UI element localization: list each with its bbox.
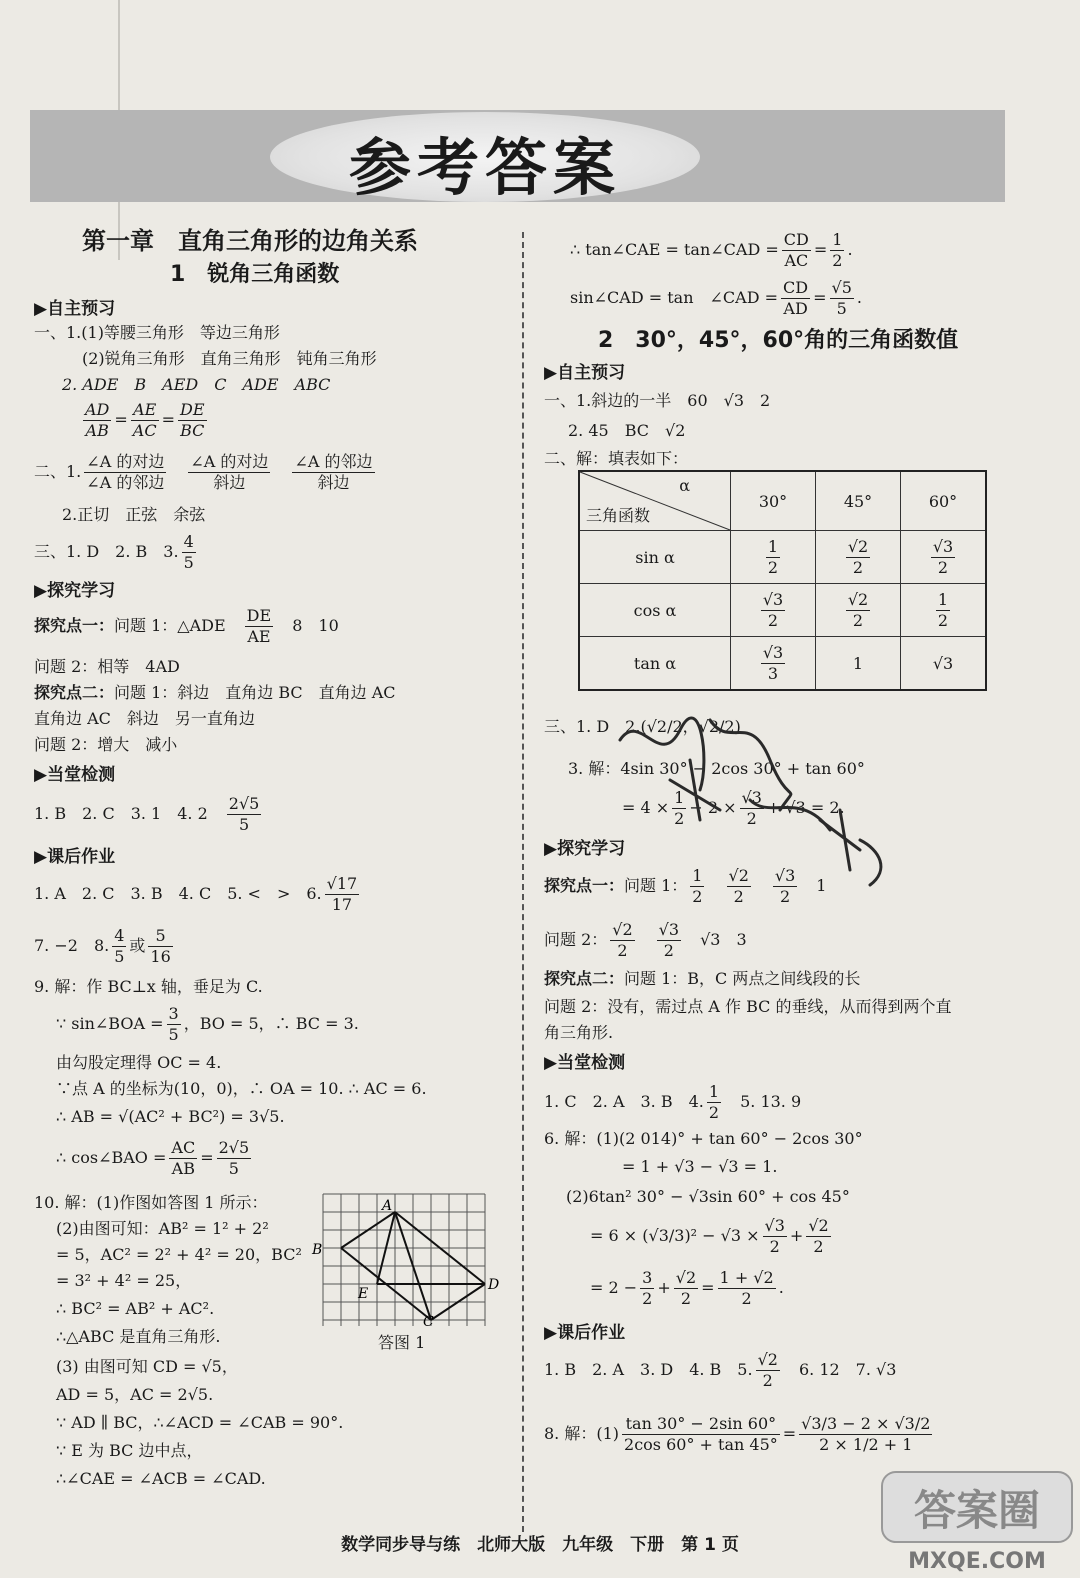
answer-line: ∴ tan∠CAE = tan∠CAD = $\frac{CD}{AC}$ = $\frac{1}{2}$ . xyxy=(570,230,853,270)
answer-line: (3) 由图可知 CD = √5， xyxy=(56,1357,238,1376)
watermark-url: MXQE.COM xyxy=(908,1549,1046,1574)
answer-line: 三、1. D 2.(√2/2，√2/2) xyxy=(544,717,741,736)
answer-line: 9. 解：作 BC⊥x 轴，垂足为 C. xyxy=(34,977,263,996)
answer-line: 10. 解：(1)作图如答图 1 所示： xyxy=(34,1193,268,1212)
answer-line: (2)由图可知：AB² = 1² + 2² xyxy=(56,1219,269,1238)
watermark-logo xyxy=(880,1470,1075,1575)
answer-line: 2. ADE B AED C ADE ABC xyxy=(62,375,331,394)
answer-line: = 3² + 4² = 25， xyxy=(56,1271,192,1290)
answer-line: ∴ AB = √(AC² + BC²) = 3√5. xyxy=(56,1107,285,1126)
answer-line: = 5，AC² = 2² + 4² = 20，BC² xyxy=(56,1245,302,1264)
answer-line: ∵ AD ∥ BC，∴∠ACD = ∠CAB = 90°. xyxy=(56,1413,344,1432)
lesson-title: 1 锐角三角函数 xyxy=(170,262,340,287)
answer-line: = 1 + √3 − √3 = 1. xyxy=(622,1157,778,1176)
answer-line: ∴ BC² = AB² + AC². xyxy=(56,1299,215,1318)
alpha-label: α xyxy=(679,476,690,495)
page-title: 参考答案 xyxy=(348,131,621,204)
row-label: tan α xyxy=(579,637,731,691)
table-row: sin α $\frac{1}{2}$ $\frac{√2}{2}$ $\frac{√3}{2}$ xyxy=(579,531,986,584)
answer-line: 1. B 2. C 3. 1 4. 2 $\frac{2√5}{5}$ xyxy=(34,794,260,834)
trig-table xyxy=(578,470,987,691)
answer-line: 3. 解：4sin 30° − 2cos 30° + tan 60° xyxy=(568,759,865,778)
func-label: 三角函数 xyxy=(586,506,651,525)
answer-line: = 2 − $\frac{3}{2}$ + $\frac{√2}{2}$ = $\frac{1 + √2}{2}$ . xyxy=(590,1268,784,1308)
answer-line: ∵ E 为 BC 边中点， xyxy=(56,1441,203,1460)
answer-line: 由勾股定理得 OC = 4. xyxy=(56,1053,222,1072)
answer-line: AD = 5，AC = 2√5. xyxy=(56,1385,214,1404)
answer-line: = 6 × (√3/3)² − √3 × $\frac{√3}{2}$ + $\frac{√2}{2}$ xyxy=(590,1216,829,1256)
lesson-title: 2 30°，45°，60°角的三角函数值 xyxy=(598,328,959,353)
section-heading: ▶探究学习 xyxy=(544,839,626,859)
answer-line: 问题 2：相等 4AD xyxy=(34,657,180,676)
answer-line: (2)锐角三角形 直角三角形 钝角三角形 xyxy=(82,349,377,368)
answer-line: sin∠CAD = tan ∠CAD = $\frac{CD}{AD}$ = $\frac{√5}{5}$ . xyxy=(570,278,862,318)
table-cell: √3 xyxy=(901,637,987,691)
answer-line: ∵点 A 的坐标为(10，0)，∴ OA = 10. ∴ AC = 6. xyxy=(56,1079,427,1098)
row-label: sin α xyxy=(579,531,731,584)
section-heading: ▶当堂检测 xyxy=(544,1053,626,1073)
answer-line: ∴ cos∠BAO = $\frac{AC}{AB}$ = $\frac{2√5}{5}$ xyxy=(56,1138,250,1178)
table-header-cell xyxy=(580,472,730,530)
table-cell: 1 xyxy=(816,637,901,691)
answer-line: 直角边 AC 斜边 另一直角边 xyxy=(34,709,255,728)
answer-line: 探究点一：问题 1： $\frac{1}{2}$ $\frac{√2}{2}$ $\frac{√3}{2}$ 1 xyxy=(544,866,827,906)
answer-line: 三、1. D 2. B 3. $\frac{4}{5}$ xyxy=(34,532,194,572)
answer-line: 1. B 2. A 3. D 4. B 5. $\frac{√2}{2}$ 6. 12 7. √3 xyxy=(544,1350,897,1390)
page-footer: 数学同步导与练 北师大版 九年级 下册 第 1 页 xyxy=(341,1535,739,1555)
fraction-chain: $\frac{AD}{AB}$ = $\frac{AE}{AC}$ = $\frac{DE}{BC}$ xyxy=(85,400,205,440)
answer-line: 二、解：填表如下： xyxy=(544,449,689,468)
table-row: cos α $\frac{√3}{2}$ $\frac{√2}{2}$ $\frac{1}{2}$ xyxy=(579,584,986,637)
answer-line: 探究点一：问题 1：△ADE $\frac{DE}{AE}$ 8 10 xyxy=(34,606,339,646)
answer-line: 问题 2：增大 减小 xyxy=(34,735,178,754)
col-header: 30° xyxy=(731,471,816,531)
point-label-c: C xyxy=(423,1314,434,1330)
answer-line: 问题 2： $\frac{√2}{2}$ $\frac{√3}{2}$ √3 3 xyxy=(544,920,747,960)
watermark-text: 答案圈 xyxy=(913,1486,1041,1535)
section-heading: ▶当堂检测 xyxy=(34,765,116,785)
grid-figure xyxy=(312,1192,500,1330)
answer-line: 一、1.斜边的一半 60 √3 2 xyxy=(544,391,771,410)
answer-line: 8. 解：(1) $\frac{\tan 30^\circ - 2\sin 60^\circ}{2\cos 60^\circ + \tan 45^\circ}$ = $\frac{√3/3 - 2 \times √3/2}{2 \times 1/2 + 1}$ xyxy=(544,1414,931,1454)
section-heading: ▶探究学习 xyxy=(34,581,116,601)
answer-line: 角三角形. xyxy=(544,1023,614,1042)
answer-line: 一、1.(1)等腰三角形 等边三角形 xyxy=(34,323,280,342)
grid-lines xyxy=(323,1194,485,1326)
answer-line: 探究点二：问题 1：B，C 两点之间线段的长 xyxy=(544,969,861,988)
answer-line: = 4 × $\frac{1}{2}$ − 2 × $\frac{√3}{2}$ + √3 = 2. xyxy=(622,788,845,828)
point-label-b: B xyxy=(312,1242,323,1258)
answer-line: ∴∠CAE = ∠ACB = ∠CAD. xyxy=(56,1469,266,1488)
answer-line: 6. 解：(1)(2 014)° + tan 60° − 2cos 30° xyxy=(544,1129,863,1148)
answer-line: 1. C 2. A 3. B 4. $\frac{1}{2}$ 5. 13. 9 xyxy=(544,1082,802,1122)
section-heading: ▶自主预习 xyxy=(544,363,626,383)
answer-line: 2.正切 正弦 余弦 xyxy=(62,505,206,524)
answer-line: 2. 45 BC √2 xyxy=(568,421,686,440)
chapter-title: 第一章 直角三角形的边角关系 xyxy=(82,227,418,255)
answer-line: 探究点二：问题 1：斜边 直角边 BC 直角边 AC xyxy=(34,683,396,702)
answer-line: 问题 2：没有，需过点 A 作 BC 的垂线，从而得到两个直 xyxy=(544,997,952,1016)
answer-line: ∴△ABC 是直角三角形. xyxy=(56,1327,221,1346)
answer-line: ∵ sin∠BOA = $\frac{3}{5}$ ，BO = 5，∴ BC = 3. xyxy=(56,1004,359,1044)
answer-line: 二、1. ∠A 的对边 ∠A 的邻边 ∠A 的对边 斜边 ∠A 的邻边 斜边 xyxy=(34,452,373,492)
answer-line: (2)6tan² 30° − √3sin 60° + cos 45° xyxy=(566,1187,850,1206)
row-label: cos α xyxy=(579,584,731,637)
handwriting-scribble xyxy=(600,700,900,900)
answer-line: 1. A 2. C 3. B 4. C 5. < > 6. $\frac{√17}{17}$ xyxy=(34,874,358,914)
point-label-e: E xyxy=(358,1286,369,1302)
col-header: 60° xyxy=(901,471,987,531)
section-heading: ▶课后作业 xyxy=(544,1323,626,1343)
answer-line: 7. −2 8. $\frac{4}{5}$ 或 $\frac{5}{16}$ xyxy=(34,926,171,966)
figure-caption: 答图 1 xyxy=(378,1333,426,1352)
section-heading: ▶自主预习 xyxy=(34,299,116,319)
table-row: tan α $\frac{√3}{3}$ 1 √3 xyxy=(579,637,986,691)
point-label-d: D xyxy=(488,1277,500,1293)
point-label-a: A xyxy=(382,1198,393,1214)
section-heading: ▶课后作业 xyxy=(34,847,116,867)
col-header: 45° xyxy=(816,471,901,531)
column-divider xyxy=(522,232,524,1532)
